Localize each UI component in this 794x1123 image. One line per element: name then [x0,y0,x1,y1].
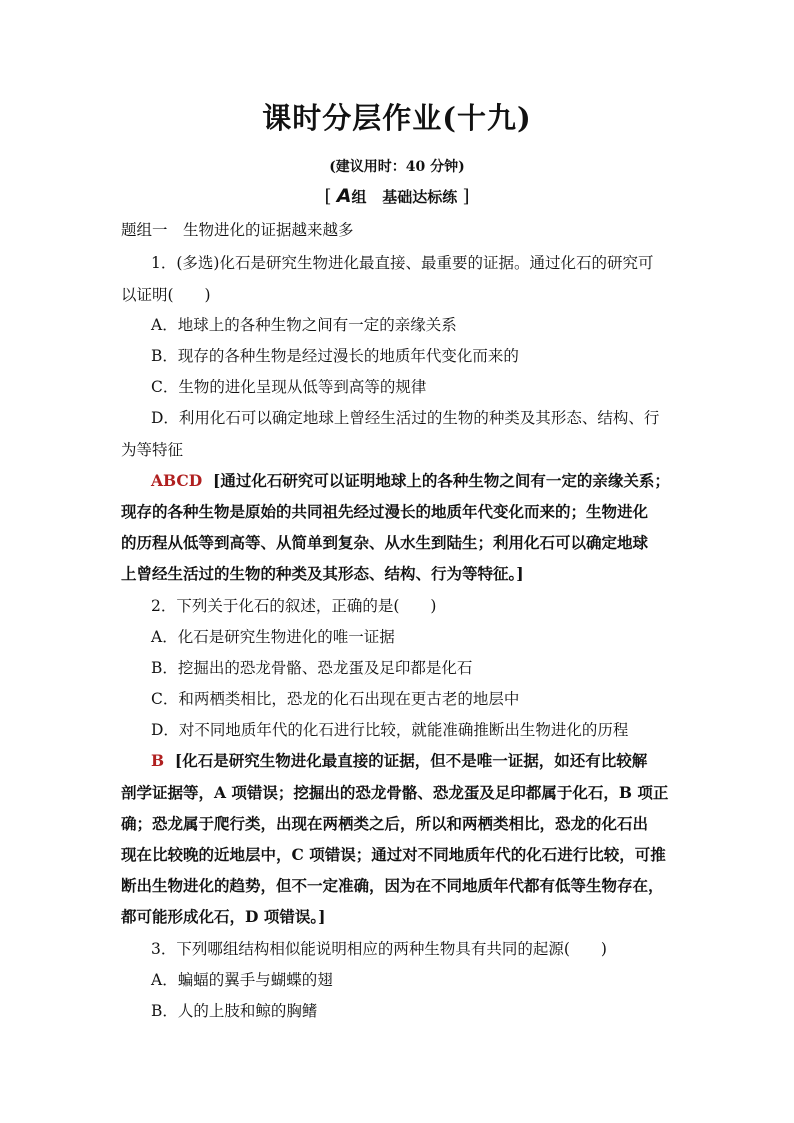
suggested-time: (建议用时：40 分钟) [329,159,465,175]
page-title: 课时分层作业(十九) [262,101,532,135]
q1-option-c: C．生物的进化呈现从低等到高等的规律 [151,378,427,396]
left-bracket: [ [324,186,332,207]
q1-option-d-line1: D．利用化石可以确定地球上曾经生活过的生物的种类及其形态、结构、行 [151,409,660,427]
q2-explanation-line2: 剖学证据等，A 项错误；挖掘出的恐龙骨骼、恐龙蛋及足印都属于化石，B 项正 [121,783,669,802]
q1-option-d-line2: 为等特征 [121,441,184,459]
q1-explanation-line2: 现存的各种生物是原始的共同祖先经过漫长的地质年代变化而来的；生物进化 [121,502,649,521]
q3-option-a: A．蝙蝠的翼手与蝴蝶的翅 [151,971,333,989]
q1-option-b: B．现存的各种生物是经过漫长的地质年代变化而来的 [151,347,519,365]
q1-explanation-line1: [通过化石研究可以证明地球上的各种生物之间有一定的亲缘关系； [213,471,670,490]
q2-explanation-line1: [化石是研究生物进化最直接的证据，但不是唯一证据，如还有比较解 [174,751,648,770]
q1-answer-line1 [151,471,711,491]
q2-answer-line1 [151,751,711,771]
q1-explanation-line3: 的历程从低等到高等、从简单到复杂、从水生到陆生；利用化石可以确定地球 [121,533,649,552]
group-label: 组 [351,188,367,206]
q3-stem: 3．下列哪组结构相似能说明相应的两种生物具有共同的起源( ) [151,940,607,958]
q2-explanation-line6: 都可能形成化石，D 项错误。] [121,907,326,926]
q2-option-d: D．对不同地质年代的化石进行比较，就能准确推断出生物进化的历程 [151,721,629,739]
topic-heading: 题组一 生物进化的证据越来越多 [121,221,354,239]
q2-explanation-line5: 断出生物进化的趋势，但不一定准确，因为在不同地质年代都有低等生物存在， [121,876,664,895]
q2-answer-key: B [151,751,165,770]
section-heading [0,185,794,207]
q1-stem-line2: 以证明( ) [121,286,211,304]
q3-option-b: B．人的上肢和鲸的胸鳍 [151,1002,318,1020]
group-letter: A [336,185,352,207]
q1-answer-key: ABCD [151,471,203,490]
q2-explanation-line4: 现在比较晚的近地层中，C 项错误；通过对不同地质年代的化石进行比较，可推 [121,845,666,864]
q1-explanation-line4: 上曾经生活过的生物的种类及其形态、结构、行为等特征。] [121,564,524,583]
right-bracket: ] [462,186,470,207]
q1-option-a: A．地球上的各种生物之间有一定的亲缘关系 [151,316,457,334]
q2-option-b: B．挖掘出的恐龙骨骼、恐龙蛋及足印都是化石 [151,659,473,677]
q2-option-a: A．化石是研究生物进化的唯一证据 [151,628,395,646]
q1-stem-line1: 1．(多选)化石是研究生物进化最直接、最重要的证据。通过化石的研究可 [151,254,654,272]
section-name: 基础达标练 [382,188,458,206]
q2-option-c: C．和两栖类相比，恐龙的化石出现在更古老的地层中 [151,690,520,708]
q2-stem: 2．下列关于化石的叙述，正确的是( ) [151,597,437,615]
q2-explanation-line3: 确；恐龙属于爬行类，出现在两栖类之后，所以和两栖类相比，恐龙的化石出 [121,814,649,833]
